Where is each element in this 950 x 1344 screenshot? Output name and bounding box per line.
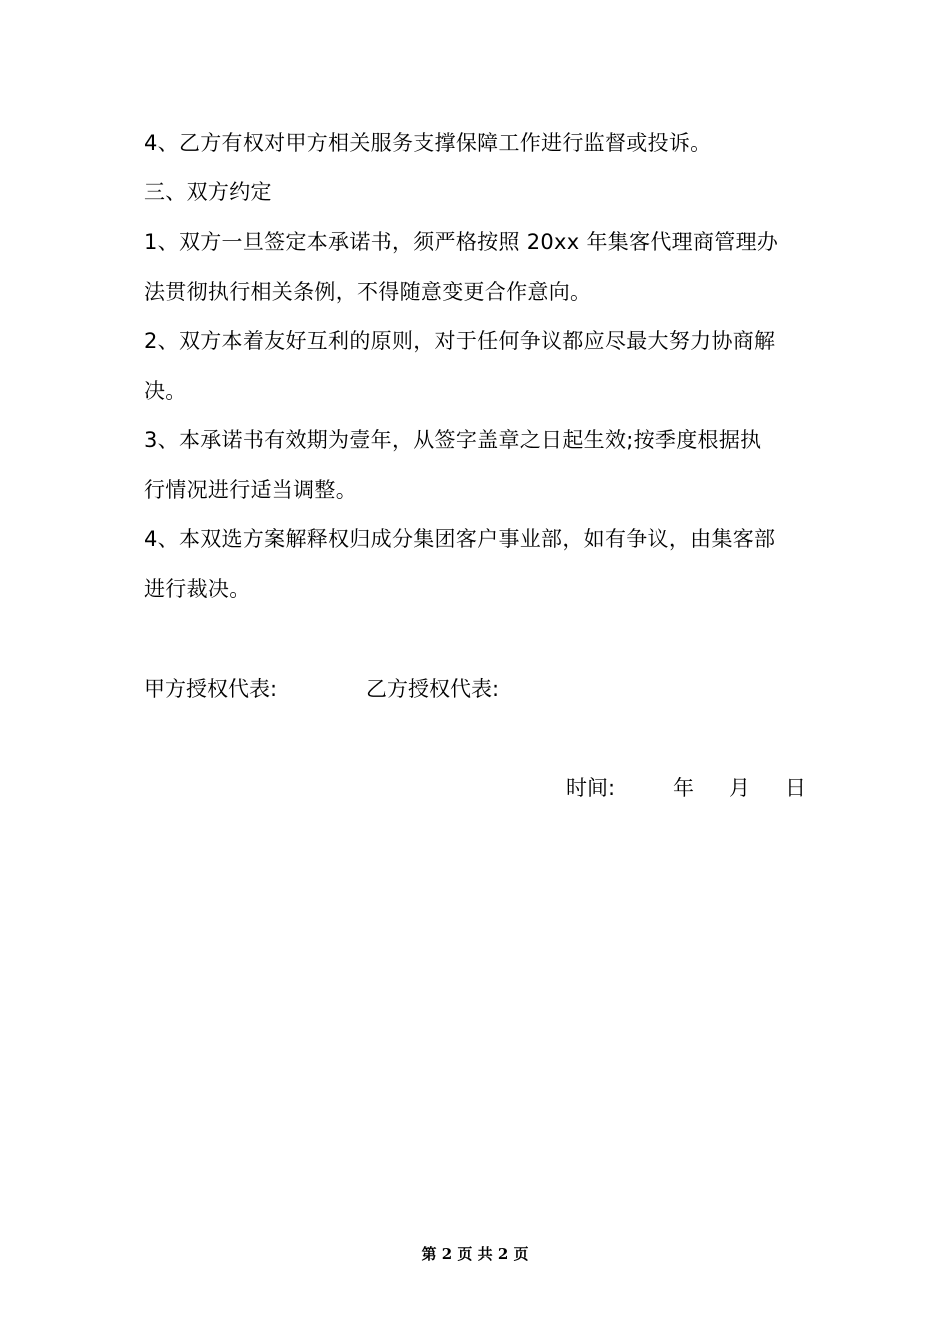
clause-c3-line1: 3、本承诺书有效期为壹年，从签字盖章之日起生效;按季度根据执 bbox=[144, 428, 762, 452]
date-month-label: 月 bbox=[729, 776, 750, 800]
party-b-signature-label: 乙方授权代表: bbox=[366, 677, 500, 701]
clause-c3-line2: 行情况进行适当调整。 bbox=[144, 478, 357, 502]
clause-c1-line2: 法贯彻执行相关条例，不得随意变更合作意向。 bbox=[144, 280, 592, 304]
date-day-label: 日 bbox=[785, 776, 806, 800]
section-heading-3: 三、双方约定 bbox=[144, 180, 272, 204]
clause-c2-line2: 决。 bbox=[144, 379, 187, 403]
clause-b4: 4、乙方有权对甲方相关服务支撑保障工作进行监督或投诉。 bbox=[144, 131, 712, 155]
clause-c2-line1: 2、双方本着友好互利的原则，对于任何争议都应尽最大努力协商解 bbox=[144, 329, 776, 353]
clause-c4-line2: 进行裁决。 bbox=[144, 577, 251, 601]
clause-c4-line1: 4、本双选方案解释权归成分集团客户事业部，如有争议，由集客部 bbox=[144, 527, 776, 551]
clause-c1-line1: 1、双方一旦签定本承诺书，须严格按照 20xx 年集客代理商管理办 bbox=[144, 230, 779, 254]
page-number-footer: 第 2 页 共 2 页 bbox=[421, 1245, 529, 1263]
party-a-signature-label: 甲方授权代表: bbox=[144, 677, 278, 701]
date-year-label: 年 bbox=[673, 776, 694, 800]
date-label: 时间: bbox=[566, 776, 616, 800]
